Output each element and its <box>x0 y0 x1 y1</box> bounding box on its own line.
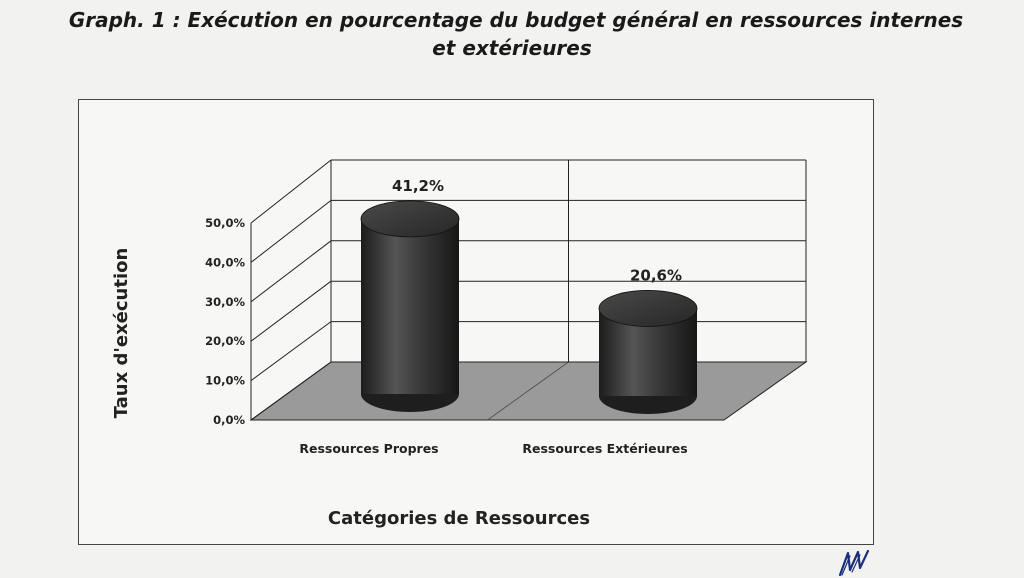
bar-top <box>361 201 459 237</box>
title-line-2: et extérieures <box>432 36 592 60</box>
gridline-side <box>251 160 331 223</box>
bar-body <box>361 219 459 394</box>
bar-2 <box>599 290 697 414</box>
gridline-side <box>251 241 331 302</box>
y-tick-label: 40,0% <box>205 255 245 270</box>
category-label: Ressources Propres <box>299 441 439 456</box>
gridline-side <box>251 281 331 341</box>
y-axis-title: Taux d'exécution <box>111 247 132 419</box>
bar-1 <box>361 201 459 412</box>
category-label: Ressources Extérieures <box>522 441 688 456</box>
y-tick-label: 30,0% <box>205 294 245 309</box>
title-line-1: Graph. 1 : Exécution en pourcentage du budget général en ressources internes <box>68 8 964 32</box>
y-tick-label: 50,0% <box>205 216 245 230</box>
x-axis-title: Catégories de Ressources <box>327 508 591 529</box>
signature-mark <box>836 548 876 578</box>
bar-top <box>599 290 697 326</box>
chart-frame <box>78 99 874 545</box>
chart-grid <box>251 160 806 420</box>
page-title <box>0 6 1024 62</box>
gridline-side <box>251 200 331 262</box>
y-tick-label: 10,0% <box>205 373 245 388</box>
y-tick-label: 0,0% <box>213 413 245 427</box>
data-label: 41,2% <box>391 176 445 195</box>
data-label: 20,6% <box>629 266 683 285</box>
chart-svg <box>79 100 875 546</box>
y-tick-label: 20,0% <box>205 334 245 349</box>
